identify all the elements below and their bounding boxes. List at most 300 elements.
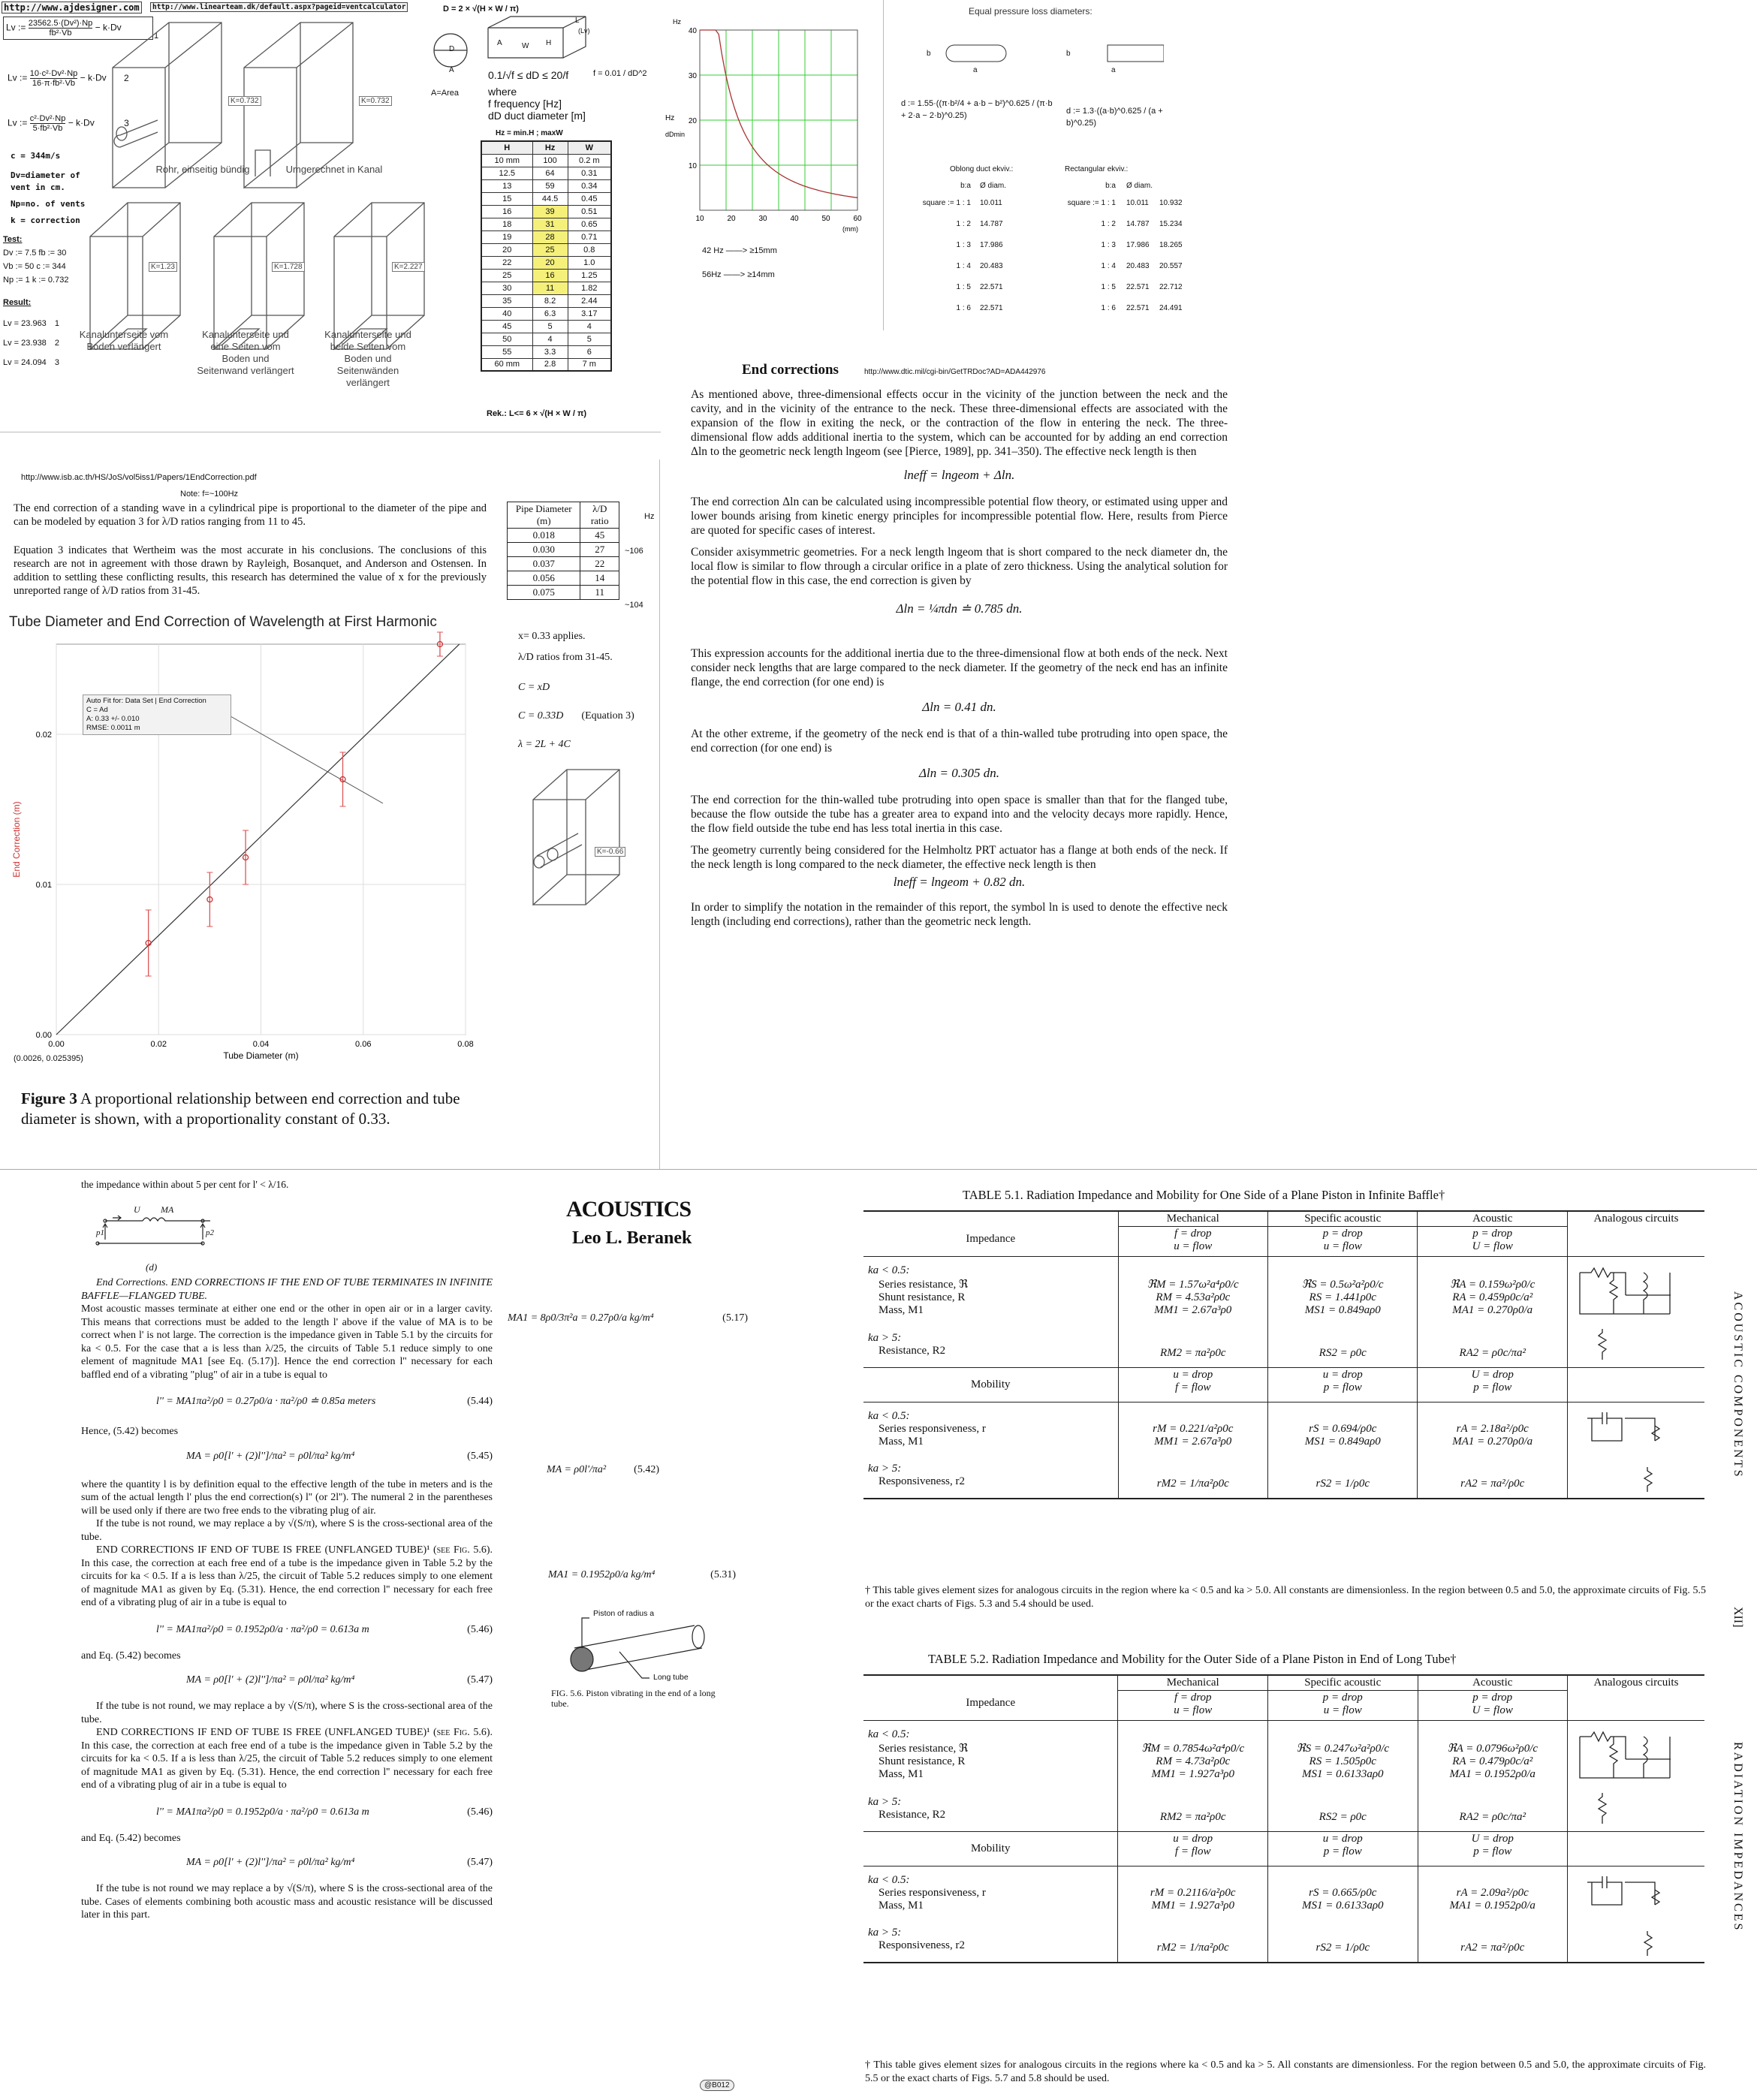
- table-cell: 45: [481, 320, 532, 333]
- isb-paragraph: Equation 3 indicates that Wertheim was the most accurate in his conclusions. The conclusions of this research are not in agreement with those drawn by Rayleigh, Bosanquet, and Anderson and Ostensen. In addition to settling these conflicting results, this research has determined the value of x for the previously unreported range of λ/D ratios from 31-45.: [14, 544, 487, 597]
- table-cell: 31: [532, 218, 568, 230]
- oblong-row: [901, 199, 1036, 220]
- x-tick-label: 20: [727, 215, 736, 223]
- hz-curve-chart: [661, 15, 886, 300]
- eq-denominator: fb²·Vb: [49, 29, 72, 38]
- paragraph-text: In this case, the correction at each free end of a tube is the impedance given in Table 5.2 by the circuits for ka < 0.5. If a is less than λ/25, the circuit of Table 5.2 reduces simply to one element of magnitude MA1 as given by Eq. (5.31). Hence, the end correction l'' necessary for each free end of a vibrating plug of air in a tube is equal to: [81, 1740, 493, 1791]
- col-diam: Ø diam.: [1126, 182, 1153, 190]
- row-label: Mass, M1: [878, 1435, 924, 1448]
- vent-definitions: [11, 150, 93, 227]
- cell-line: ℜA = 0.159ω²ρ0/c: [1450, 1278, 1535, 1291]
- piston-tube-figure: [552, 1607, 732, 1689]
- test-row: Vb := 50 c := 344: [3, 262, 66, 271]
- ratio: 1 : 6: [956, 304, 971, 312]
- box-k-label: K=0.732: [228, 96, 261, 106]
- eq-tail: − k·Dv: [80, 72, 107, 83]
- cell-line: p = drop: [1322, 1692, 1363, 1704]
- cell-line: MM1 = 2.67a³ρ0: [1154, 1303, 1232, 1316]
- paragraph: and Eq. (5.42) becomes: [81, 1650, 181, 1662]
- table-cell: [1268, 1227, 1418, 1257]
- table-cell: 8.2: [532, 294, 568, 307]
- cell-line: f = flow: [1174, 1845, 1211, 1857]
- cell-line: u = flow: [1174, 1240, 1213, 1252]
- table-row: [508, 543, 619, 557]
- table-cell: 0.31: [568, 167, 611, 179]
- equation-number: (5.31): [710, 1569, 736, 1580]
- duct-f-formula: f = 0.01 / dD^2: [593, 69, 647, 78]
- oblong-row: [901, 220, 1036, 241]
- cell-line: MS1 = 0.849aρ0: [1304, 1303, 1381, 1316]
- table-row: [863, 1367, 1704, 1402]
- cell-line: MA1 = 0.270ρ0/a: [1452, 1435, 1533, 1448]
- test-label: Test:: [3, 235, 23, 244]
- table-cell: [863, 1866, 1118, 1916]
- beranek-top-line: the impedance within about 5 per cent for l' < λ/16.: [81, 1179, 289, 1190]
- condition: ka < 0.5:: [868, 1264, 910, 1276]
- table-cell: [863, 1785, 1118, 1831]
- equation: MA = ρ0l'/πa²: [547, 1464, 607, 1475]
- table-cell: 44.5: [532, 192, 568, 205]
- duct-table-caption: Hz = min.H ; maxW: [496, 129, 563, 137]
- x-unit-label: (mm): [842, 225, 858, 233]
- y-tick-label: 0.00: [35, 1031, 52, 1040]
- table-cell: 13: [481, 179, 532, 192]
- dim-label: A: [497, 39, 502, 47]
- table-row: [481, 282, 611, 294]
- col-diam: Ø diam.: [980, 182, 1007, 190]
- equation-number: (5.47): [467, 1856, 493, 1868]
- table-row: [508, 529, 619, 543]
- result-value: Lv = 24.094: [3, 358, 47, 367]
- row-label: Shunt resistance, R: [878, 1755, 966, 1767]
- cell-line: u = flow: [1323, 1240, 1362, 1252]
- cell-line: rA = 2.18a²/ρ0c: [1456, 1422, 1529, 1435]
- equation-number: (5.47): [467, 1674, 493, 1686]
- table-footnote: † This table gives element sizes for analogous circuits in the regions where ka < 0.5 and ka > 5. All constants are dimensionless. For the region between 0.5 and 5.0, the approximate circuits of Fig. 5.5 or the exact charts of Figs. 5.7 and 5.8 should be used.: [865, 2059, 1706, 2084]
- fit-box-line: RMSE: 0.0011 m: [86, 724, 140, 732]
- isb-url[interactable]: http://www.isb.ac.th/HS/JoS/vol5iss1/Papers/1EndCorrection.pdf: [21, 473, 257, 482]
- y-axis-label: End Correction (m): [11, 801, 22, 878]
- x-tick-label: 10: [695, 215, 704, 223]
- cell-line: RM = 4.73a²ρ0c: [1156, 1755, 1231, 1767]
- table-cell: [1418, 1866, 1567, 1916]
- c-eq2: C = 0.33D: [518, 710, 564, 722]
- paragraph: If the tube is not round, we may replace a by √(S/π), where S is the cross-sectional area of the tube.: [81, 1701, 493, 1725]
- cell-line: f = flow: [1174, 1381, 1211, 1393]
- test-row: Dv := 7.5 fb := 30: [3, 249, 67, 258]
- side-eq-517: [508, 1312, 748, 1324]
- rect-row: [1059, 283, 1216, 304]
- chart-title: Tube Diameter and End Correction of Wavelength at First Harmonic: [9, 614, 437, 630]
- table-cell: 0.8: [568, 243, 611, 256]
- eq-denominator: 5·fb²·Vb: [32, 124, 63, 133]
- analog-circuit-cell: [1567, 1720, 1704, 1831]
- table-cell: 20: [532, 256, 568, 269]
- table-cell: [1268, 1256, 1418, 1321]
- table-row: [863, 1691, 1704, 1721]
- oblong-row: [901, 304, 1036, 325]
- table-row: [481, 167, 611, 179]
- table-cell: rS2 = 1/ρ0c: [1268, 1452, 1418, 1498]
- row-label: Resistance, R2: [878, 1345, 946, 1357]
- row-label: Resistance, R2: [878, 1809, 946, 1821]
- table-title: TABLE 5.1. Radiation Impedance and Mobility for One Side of a Plane Piston in Infinite Baffle†: [963, 1188, 1445, 1202]
- table-cell: 0.51: [568, 205, 611, 218]
- box-k-label: K=0.732: [359, 96, 392, 106]
- box-caption: Kanalunterseite und beide Seiten vom Boden und Seitenwänden verlängert: [324, 329, 411, 388]
- result-row: [3, 356, 93, 369]
- fit-box-line: A: 0.33 +/- 0.010: [86, 715, 140, 723]
- figure-label: Figure 3: [21, 1089, 77, 1107]
- figure-caption: FIG. 5.6. Piston vibrating in the end of a long tube.: [551, 1688, 716, 1709]
- eq-label: Lv :=: [6, 22, 26, 33]
- radiation-table: [863, 1210, 1704, 1499]
- table-row: [481, 294, 611, 307]
- fit-box-line: C = Ad: [86, 706, 108, 714]
- table-row: [863, 1831, 1704, 1866]
- isb-paragraph: The end correction of a standing wave in a cylindrical pipe is proportional to the diameter of the pipe and can be modeled by equation 3 for λ/D ratios ranging from 11 to 45.: [14, 502, 487, 528]
- table-row: [508, 571, 619, 586]
- cell-line: MM1 = 1.927a³ρ0: [1151, 1767, 1234, 1780]
- side-eq-542: [547, 1464, 659, 1476]
- cell-line: MA1 = 0.1952ρ0/a: [1449, 1899, 1535, 1912]
- table-cell: 59: [532, 179, 568, 192]
- lambda-equation: λ = 2L + 4C: [518, 739, 571, 750]
- ratio: 1 : 4: [956, 262, 971, 270]
- table-cell: [1118, 1831, 1268, 1866]
- eq-label: Lv :=: [8, 117, 28, 128]
- table-row: [481, 218, 611, 230]
- c-equation: C = xD: [518, 682, 550, 693]
- table-cell: Impedance: [966, 1232, 1016, 1245]
- table-cell: 0.056: [508, 571, 580, 586]
- table-cell: [1567, 1691, 1704, 1721]
- table-row: [863, 1866, 1704, 1916]
- table-cell: Acoustic: [1418, 1211, 1567, 1227]
- analog-circuit-icon: [1572, 1403, 1700, 1493]
- ratio: 1 : 3: [1101, 241, 1116, 249]
- table-cell: [1268, 1402, 1418, 1452]
- oblong-row: [901, 262, 1036, 283]
- x-tick-label: 0.08: [457, 1040, 474, 1049]
- equation: MA = ρ0[l' + (2)l'']/πa² = ρ0l/πa² kg/m⁴: [186, 1674, 355, 1686]
- oblong-table: [901, 182, 1036, 325]
- table-row: [481, 205, 611, 218]
- table-cell: 0.030: [508, 543, 580, 557]
- table-row: [481, 256, 611, 269]
- table-cell: [1268, 1720, 1418, 1785]
- hz-note: ~106: [625, 547, 643, 556]
- table-cell: 1.25: [568, 269, 611, 282]
- cell-line: U = flow: [1472, 1704, 1513, 1716]
- cell-line: ℜM = 1.57ω²a⁴ρ0/c: [1147, 1278, 1239, 1291]
- rect-header: [1059, 182, 1216, 190]
- table-cell: rM2 = 1/πa²ρ0c: [1118, 1916, 1268, 1962]
- oblong-row: [901, 241, 1036, 262]
- y-axis-label: Hz: [673, 18, 681, 26]
- table-row: [481, 179, 611, 192]
- cell-line: RA = 0.459ρ0c/a²: [1452, 1291, 1533, 1303]
- table-cell: 6: [568, 345, 611, 358]
- section-title: End corrections: [742, 362, 839, 378]
- table-cell: rA2 = πa²/ρ0c: [1418, 1916, 1567, 1962]
- y-tick-label: 30: [688, 72, 697, 80]
- table-cell: 11: [580, 586, 619, 600]
- eq-numerator: 23562.5·(Dv²)·Np: [28, 19, 93, 28]
- dd-definition: dD duct diameter [m]: [488, 110, 586, 122]
- rect-table: [1059, 182, 1216, 325]
- row-label: Series responsiveness, r: [878, 1886, 986, 1899]
- dim-label: H: [546, 39, 552, 47]
- row-label: Mass, M1: [878, 1767, 924, 1780]
- paragraph: Hence, (5.42) becomes: [81, 1425, 179, 1437]
- a-label: a: [973, 66, 978, 74]
- cell-line: U = flow: [1472, 1240, 1513, 1252]
- oblong-header: [901, 182, 1036, 190]
- equation: l'' = MA1πa²/ρ0 = 0.1952ρ0/a · πa²/ρ0 = 0.613a m: [156, 1806, 369, 1818]
- col-ba: b:a: [1105, 182, 1116, 190]
- equation: l'' = MA1πa²/ρ0 = 0.27ρ0/a · πa²/ρ0 ≐ 0.85a meters: [156, 1396, 376, 1407]
- table-cell: Mobility: [863, 1831, 1118, 1866]
- table-cell: [863, 1256, 1118, 1321]
- diam: 10.011: [1126, 199, 1149, 207]
- duct-where: [488, 86, 586, 122]
- tube-label: Long tube: [653, 1673, 689, 1682]
- x-tick-label: 40: [790, 215, 799, 223]
- paragraph: and Eq. (5.42) becomes: [81, 1833, 181, 1844]
- table-cell: 28: [532, 230, 568, 243]
- cell-line: RM = 4.53a²ρ0c: [1156, 1291, 1231, 1303]
- radiation-table: [863, 1674, 1704, 1963]
- table-row: [863, 1675, 1704, 1691]
- table-cell: [863, 1720, 1118, 1785]
- table-header: H: [481, 141, 532, 154]
- table-row: [481, 307, 611, 320]
- paragraph: This expression accounts for the additional inertia due to the three-dimensional flow at both ends of the neck. Next consider neck lengths that are large compared to the neck diameter. If the geometry of the neck end has an infinite flange, the end correction (for one end) is: [691, 647, 1228, 688]
- row-label: Series responsiveness, r: [878, 1422, 986, 1435]
- area-definition: A=Area: [431, 89, 459, 98]
- dim-label: D: [449, 45, 455, 53]
- rect-row: [1059, 262, 1216, 283]
- equation: Δln = ¼πdn ≐ 0.785 dn.: [896, 601, 1023, 616]
- condition: ka > 5:: [868, 1927, 902, 1939]
- ratio: 1 : 5: [956, 283, 971, 291]
- equation: MA1 = 8ρ0/3π²a = 0.27ρ0/a kg/m⁴: [508, 1312, 654, 1324]
- diam-rect: 18.265: [1159, 241, 1183, 249]
- y-tick-label: 40: [688, 27, 697, 35]
- page-badge: @B012: [700, 2080, 734, 2091]
- condition: ka > 5:: [868, 1332, 902, 1345]
- box-k-label: K=1.23: [149, 262, 177, 272]
- eq-tail: − k·Dv: [95, 22, 122, 33]
- table-cell: 18: [481, 218, 532, 230]
- condition: ka < 0.5:: [868, 1873, 910, 1886]
- table-header: W: [568, 141, 611, 154]
- table-cell: 7 m: [568, 358, 611, 371]
- circuit-label: MA: [161, 1204, 174, 1215]
- pipe-table: [507, 502, 619, 600]
- cell-line: ℜM = 0.7854ω²a⁴ρ0/c: [1141, 1742, 1245, 1755]
- paragraph: Most acoustic masses terminate at either one end or the other in open air or in a larger cavity. This means that corrections must be added to the length l' above if the value of MA is to be correct when l' is not large. The correction is the impedance given in Table 5.1 by the circuits for ka < 0.5. For the case that a is less than λ/25, the circuits of Table 5.1 reduce simply to one element of magnitude MA1 [see Eq. (5.17)]. Hence the end correction l'' necessary for each baffled end of a vibrating "plug" of air in a tube is equal to: [81, 1303, 493, 1381]
- eq-number-2: 2: [123, 72, 129, 83]
- analog-header: Analogous circuits: [1567, 1211, 1704, 1227]
- coord-readout: (0.0026, 0.025395): [14, 1054, 83, 1063]
- table-cell: 5: [568, 333, 611, 345]
- ratio: 1 : 2: [1101, 220, 1116, 228]
- b-label: b: [927, 50, 931, 58]
- diam: 17.986: [980, 241, 1003, 249]
- diam: 17.986: [1126, 241, 1150, 249]
- y-axis-label: Hz: [665, 114, 675, 122]
- cell-line: RS = 1.441ρ0c: [1309, 1291, 1376, 1303]
- equation: Δln = 0.41 dn.: [922, 700, 996, 714]
- y-tick-label: 20: [688, 117, 697, 125]
- table-cell: 20: [481, 243, 532, 256]
- table-5-1: [863, 1210, 1704, 1499]
- cell-line: RA = 0.479ρ0c/a²: [1452, 1755, 1533, 1767]
- equation: MA = ρ0[l' + (2)l'']/πa² = ρ0l/πa² kg/m⁴: [186, 1451, 355, 1462]
- ratio: 1 : 2: [956, 220, 971, 228]
- pipe-table-header: [508, 502, 619, 529]
- row-label: Responsiveness, r2: [878, 1939, 965, 1952]
- table-cell: RA2 = ρ0c/πa²: [1418, 1321, 1567, 1367]
- table-cell: [1567, 1227, 1704, 1257]
- table-cell: 4: [532, 333, 568, 345]
- table-cell: 22: [580, 557, 619, 571]
- box-k-label: K=2.227: [392, 262, 425, 272]
- condition: ka < 0.5:: [868, 1728, 910, 1740]
- equation: l'' = MA1πa²/ρ0 = 0.1952ρ0/a · πa²/ρ0 = 0.613a m: [156, 1623, 369, 1635]
- table-cell: RS2 = ρ0c: [1268, 1785, 1418, 1831]
- hz-col-header: Hz: [644, 512, 655, 521]
- running-head: ACOUSTIC COMPONENTS: [1731, 1291, 1744, 1479]
- x-tick-label: 50: [821, 215, 830, 223]
- analog-circuit-cell: [1567, 1866, 1704, 1963]
- table-cell: [1268, 1367, 1418, 1402]
- cell-line: RS = 1.505ρ0c: [1309, 1755, 1376, 1767]
- paragraph: The end correction for the thin-walled tube protruding into open space is smaller than that for the flanged tube, because the flow outside the tube has a greater area to expand into and the velocity decays more rapidly. Hence, the flow field outside the tube end has less total inertia in this case.: [691, 794, 1228, 835]
- duct-table-body: [481, 154, 611, 371]
- equation-number: (5.42): [634, 1464, 659, 1475]
- side-eq-531: [548, 1569, 736, 1581]
- c-equation-3: [518, 709, 634, 724]
- table-cell: Impedance: [966, 1696, 1016, 1709]
- cell-line: p = flow: [1473, 1381, 1512, 1393]
- table-cell: 25: [532, 243, 568, 256]
- table-cell: 2.8: [532, 358, 568, 371]
- cell-line: rS = 0.694/ρ0c: [1309, 1422, 1377, 1435]
- table-cell: [1418, 1720, 1567, 1785]
- cell-line: u = flow: [1323, 1704, 1362, 1716]
- rect-row: [1059, 241, 1216, 262]
- diam: 20.483: [980, 262, 1003, 270]
- url-ajdesigner[interactable]: http://www.ajdesigner.com: [2, 2, 142, 14]
- equation: lneff = lngeom + 0.82 dn.: [893, 875, 1026, 889]
- cell-line: U = drop: [1471, 1832, 1514, 1845]
- figure-caption-text: A proportional relationship between end correction and tube diameter is shown, with a proportionality constant of 0.33.: [21, 1089, 460, 1128]
- box-k-label: K=-0.66: [595, 847, 625, 857]
- ratio: 1 : 6: [1101, 304, 1116, 312]
- cell-line: rM = 0.221/a²ρ0c: [1153, 1422, 1234, 1435]
- table-cell: 30: [481, 282, 532, 294]
- cell-line: rM = 0.2116/a²ρ0c: [1150, 1886, 1236, 1899]
- table-row: [481, 269, 611, 282]
- table-cell: rS2 = 1/ρ0c: [1268, 1916, 1418, 1962]
- equation: lneff = lngeom + Δln.: [903, 468, 1015, 482]
- divider-horizontal-bottom: [0, 1169, 1757, 1170]
- table-cell: Mechanical: [1118, 1675, 1268, 1691]
- box-caption: Kanalunterseite und eine Seiten vom Boden und Seitenwand verlängert: [197, 329, 294, 376]
- b-label: b: [1066, 50, 1071, 58]
- paragraph-unflanged-2: [81, 1726, 493, 1792]
- table-cell: 19: [481, 230, 532, 243]
- eq-number-1: 1: [154, 32, 159, 41]
- rect-row: [1059, 220, 1216, 241]
- equation-546: [81, 1623, 493, 1637]
- url-linearteam[interactable]: http://www.linearteam.dk/default.aspx?pageid=ventcalculator: [150, 2, 408, 12]
- dtic-url[interactable]: http://www.dtic.mil/cgi-bin/GetTRDoc?AD=ADA442976: [863, 368, 1046, 376]
- paragraph: At the other extreme, if the geometry of the neck end is that of a thin-walled tube protruding into open space, the end correction (for one end) is: [691, 728, 1228, 755]
- cell-line: u = drop: [1322, 1832, 1363, 1845]
- table-cell: 16: [481, 205, 532, 218]
- condition: ka > 5:: [868, 1796, 902, 1809]
- table-5-2: [863, 1674, 1704, 1963]
- table-header: Hz: [532, 141, 568, 154]
- box-caption: Rohr, einseitig bündig: [155, 164, 250, 175]
- cell-line: U = drop: [1471, 1368, 1514, 1381]
- table-cell: 0.34: [568, 179, 611, 192]
- test-row: Np := 1 k := 0.732: [3, 276, 69, 285]
- table-cell: 14: [580, 571, 619, 586]
- paragraph: If the tube is not round, we may replace a by √(S/π), where S is the cross-sectional area of the tube.: [81, 1518, 493, 1543]
- eq-number-3: 3: [124, 117, 129, 128]
- divider-vertical-mid: [659, 459, 660, 1169]
- x-tick-label: 0.06: [355, 1040, 372, 1049]
- oblong-row: [901, 283, 1036, 304]
- x-tick-label: 0.04: [252, 1040, 270, 1049]
- cell-line: u = flow: [1174, 1704, 1213, 1716]
- def-k: k = correction: [11, 215, 80, 225]
- table-cell: [1118, 1402, 1268, 1452]
- table-cell: 50: [481, 333, 532, 345]
- pipe-box-illustration: [526, 766, 653, 908]
- paragraph: Consider axisymmetric geometries. For a neck length lngeom that is short compared to the neck diameter dn, the local flow is similar to flow through a circular orifice in a plate of zero thickness. Using the analytical solution for the potential flow in this case, the end correction is given by: [691, 546, 1228, 587]
- equation-number: (5.46): [467, 1623, 493, 1635]
- condition: ka > 5:: [868, 1463, 902, 1475]
- ratio: 1 : 5: [1101, 283, 1116, 291]
- section-heading: End Corrections. END CORRECTIONS IF THE END OF TUBE TERMINATES IN INFINITE BAFFLE—FLANGED TUBE.: [81, 1277, 493, 1302]
- table-cell: 45: [580, 529, 619, 543]
- table-cell: [1268, 1866, 1418, 1916]
- table-cell: 55: [481, 345, 532, 358]
- cell-line: u = drop: [1322, 1368, 1363, 1381]
- table-title: TABLE 5.2. Radiation Impedance and Mobility for the Outer Side of a Plane Piston in End of Long Tube†: [928, 1652, 1457, 1666]
- cell-line: MS1 = 0.6133aρ0: [1301, 1899, 1384, 1912]
- equal-title: Equal pressure loss diameters:: [969, 6, 1092, 17]
- cell-line: u = drop: [1173, 1368, 1213, 1381]
- table-cell: 22: [481, 256, 532, 269]
- circuit-label: U: [134, 1204, 140, 1215]
- table-cell: 0.018: [508, 529, 580, 543]
- diam: 22.571: [1126, 283, 1150, 291]
- y-axis-label: dDmin: [665, 131, 686, 138]
- rect-title: Rectangular ekviv.:: [1065, 165, 1129, 173]
- oblong-formula: d := 1.55·((π·b²/4 + a·b − b²)^0.625 / (π·b + 2·a − 2·b)^0.25): [901, 99, 1053, 120]
- diam: 14.787: [980, 220, 1003, 228]
- diam: 14.787: [1126, 220, 1150, 228]
- end-corrections-heading: [691, 362, 1228, 378]
- table-cell: 0.65: [568, 218, 611, 230]
